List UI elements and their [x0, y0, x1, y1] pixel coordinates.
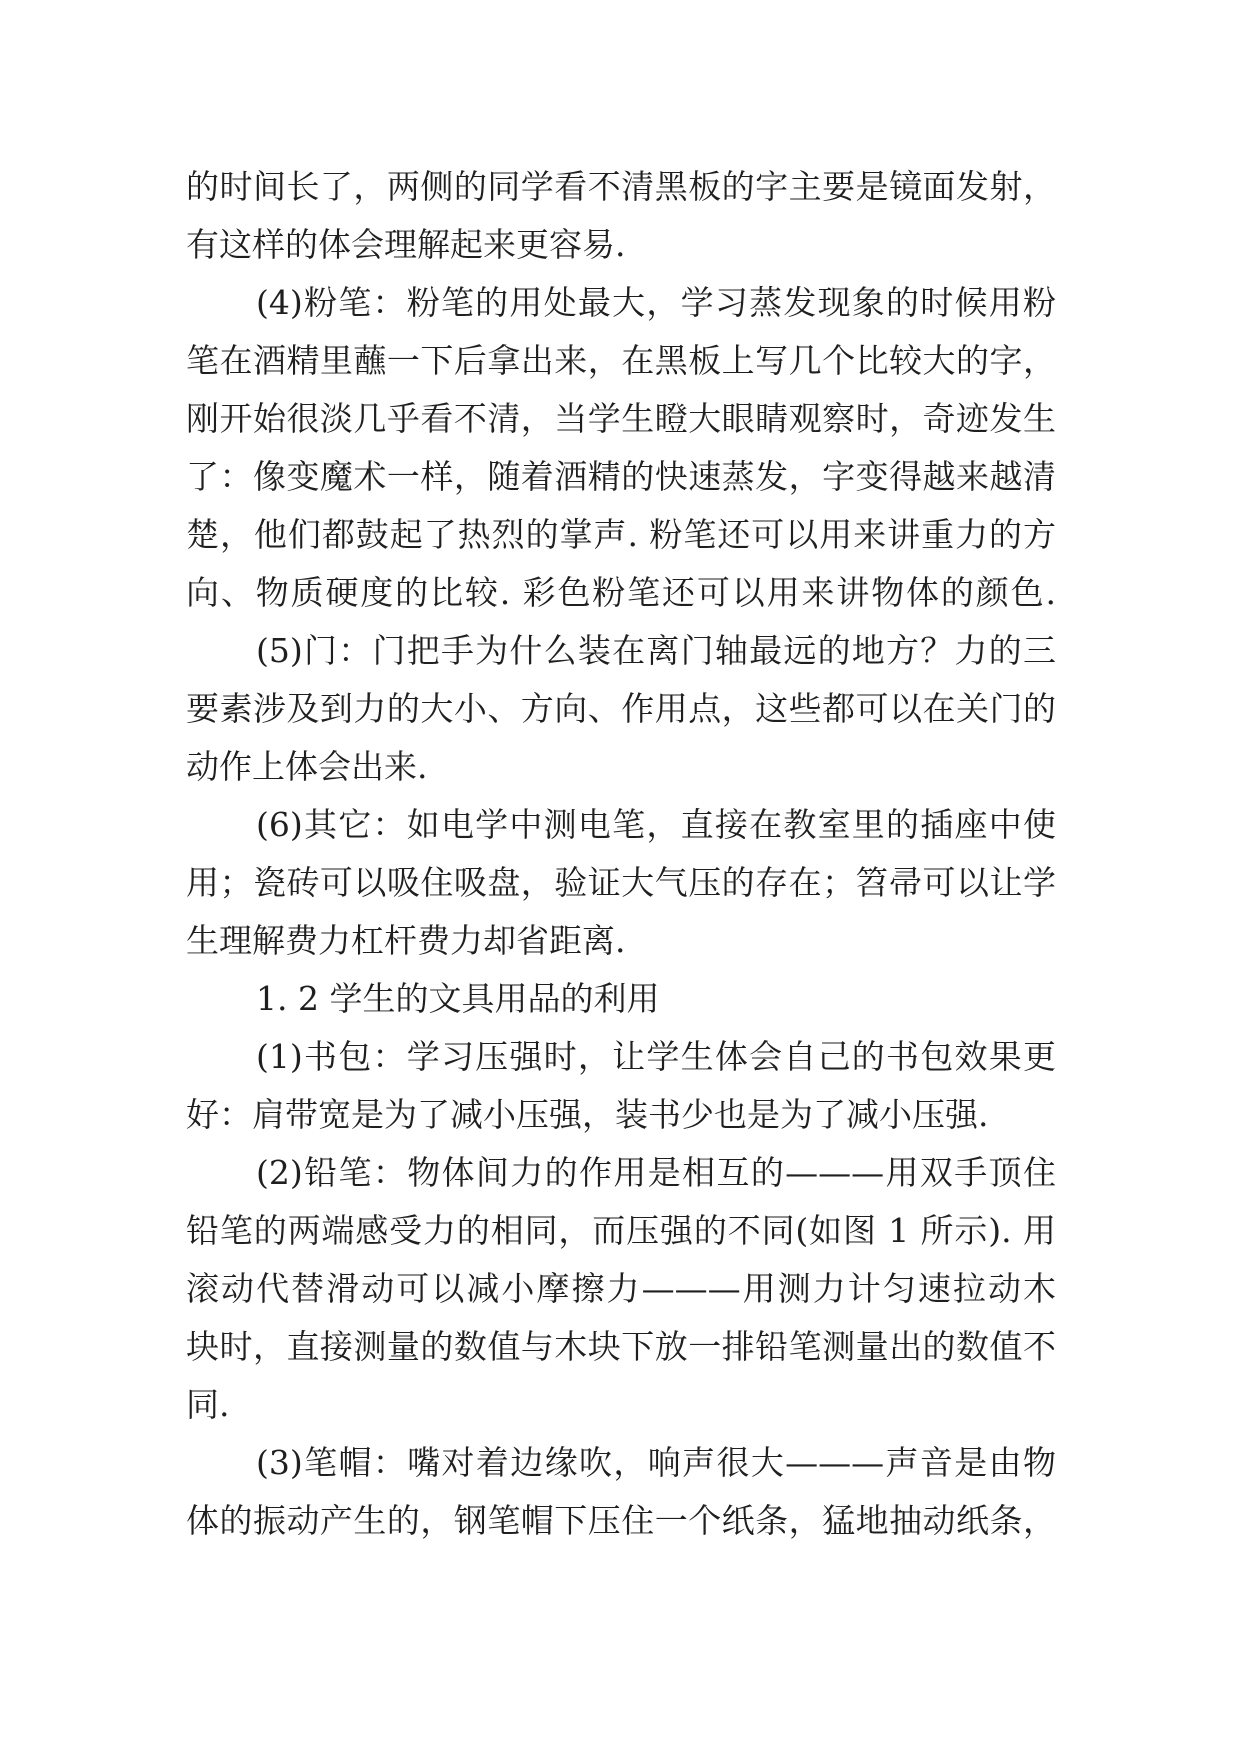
text-line: 楚，他们都鼓起了热烈的掌声. 粉笔还可以用来讲重力的方: [186, 515, 1056, 554]
text-line: 同.: [186, 1385, 230, 1424]
text-line: 1. 2 学生的文具用品的利用: [256, 979, 660, 1018]
text-line: 笔在酒精里蘸一下后拿出来，在黑板上写几个比较大的字，: [186, 341, 1056, 380]
text-line: 刚开始很淡几乎看不清，当学生瞪大眼睛观察时，奇迹发生: [186, 399, 1056, 438]
text-line: 体的振动产生的，钢笔帽下压住一个纸条，猛地抽动纸条，: [186, 1501, 1056, 1540]
text-line: (5)门：门把手为什么装在离门轴最远的地方？力的三: [256, 631, 1056, 670]
text-line: 了：像变魔术一样，随着酒精的快速蒸发，字变得越来越清: [186, 457, 1056, 496]
text-line: 动作上体会出来.: [186, 747, 428, 786]
text-line: 有这样的体会理解起来更容易.: [186, 225, 626, 264]
text-line: 生理解费力杠杆费力却省距离.: [186, 921, 626, 960]
text-line: 块时，直接测量的数值与木块下放一排铅笔测量出的数值不: [186, 1327, 1056, 1366]
text-line: (2)铅笔：物体间力的作用是相互的———用双手顶住: [256, 1153, 1056, 1192]
text-line: 的时间长了，两侧的同学看不清黑板的字主要是镜面发射，: [186, 167, 1056, 206]
document-body: [186, 158, 1056, 1550]
text-line: 用；瓷砖可以吸住吸盘，验证大气压的存在；笤帚可以让学: [186, 863, 1056, 902]
text-line: (6)其它：如电学中测电笔，直接在教室里的插座中使: [256, 805, 1056, 844]
text-line: (1)书包：学习压强时，让学生体会自己的书包效果更: [256, 1037, 1056, 1076]
text-line: 铅笔的两端感受力的相同，而压强的不同(如图 1 所示). 用: [186, 1211, 1056, 1250]
text-line: (3)笔帽：嘴对着边缘吹，响声很大———声音是由物: [256, 1443, 1056, 1482]
text-line: 滚动代替滑动可以减小摩擦力———用测力计匀速拉动木: [186, 1269, 1056, 1308]
text-line: (4)粉笔：粉笔的用处最大，学习蒸发现象的时候用粉: [256, 283, 1056, 322]
text-line: 向、物质硬度的比较. 彩色粉笔还可以用来讲物体的颜色.: [186, 573, 1056, 612]
text-line: 好：肩带宽是为了减小压强，装书少也是为了减小压强.: [186, 1095, 989, 1134]
text-line: 要素涉及到力的大小、方向、作用点，这些都可以在关门的: [186, 689, 1056, 728]
